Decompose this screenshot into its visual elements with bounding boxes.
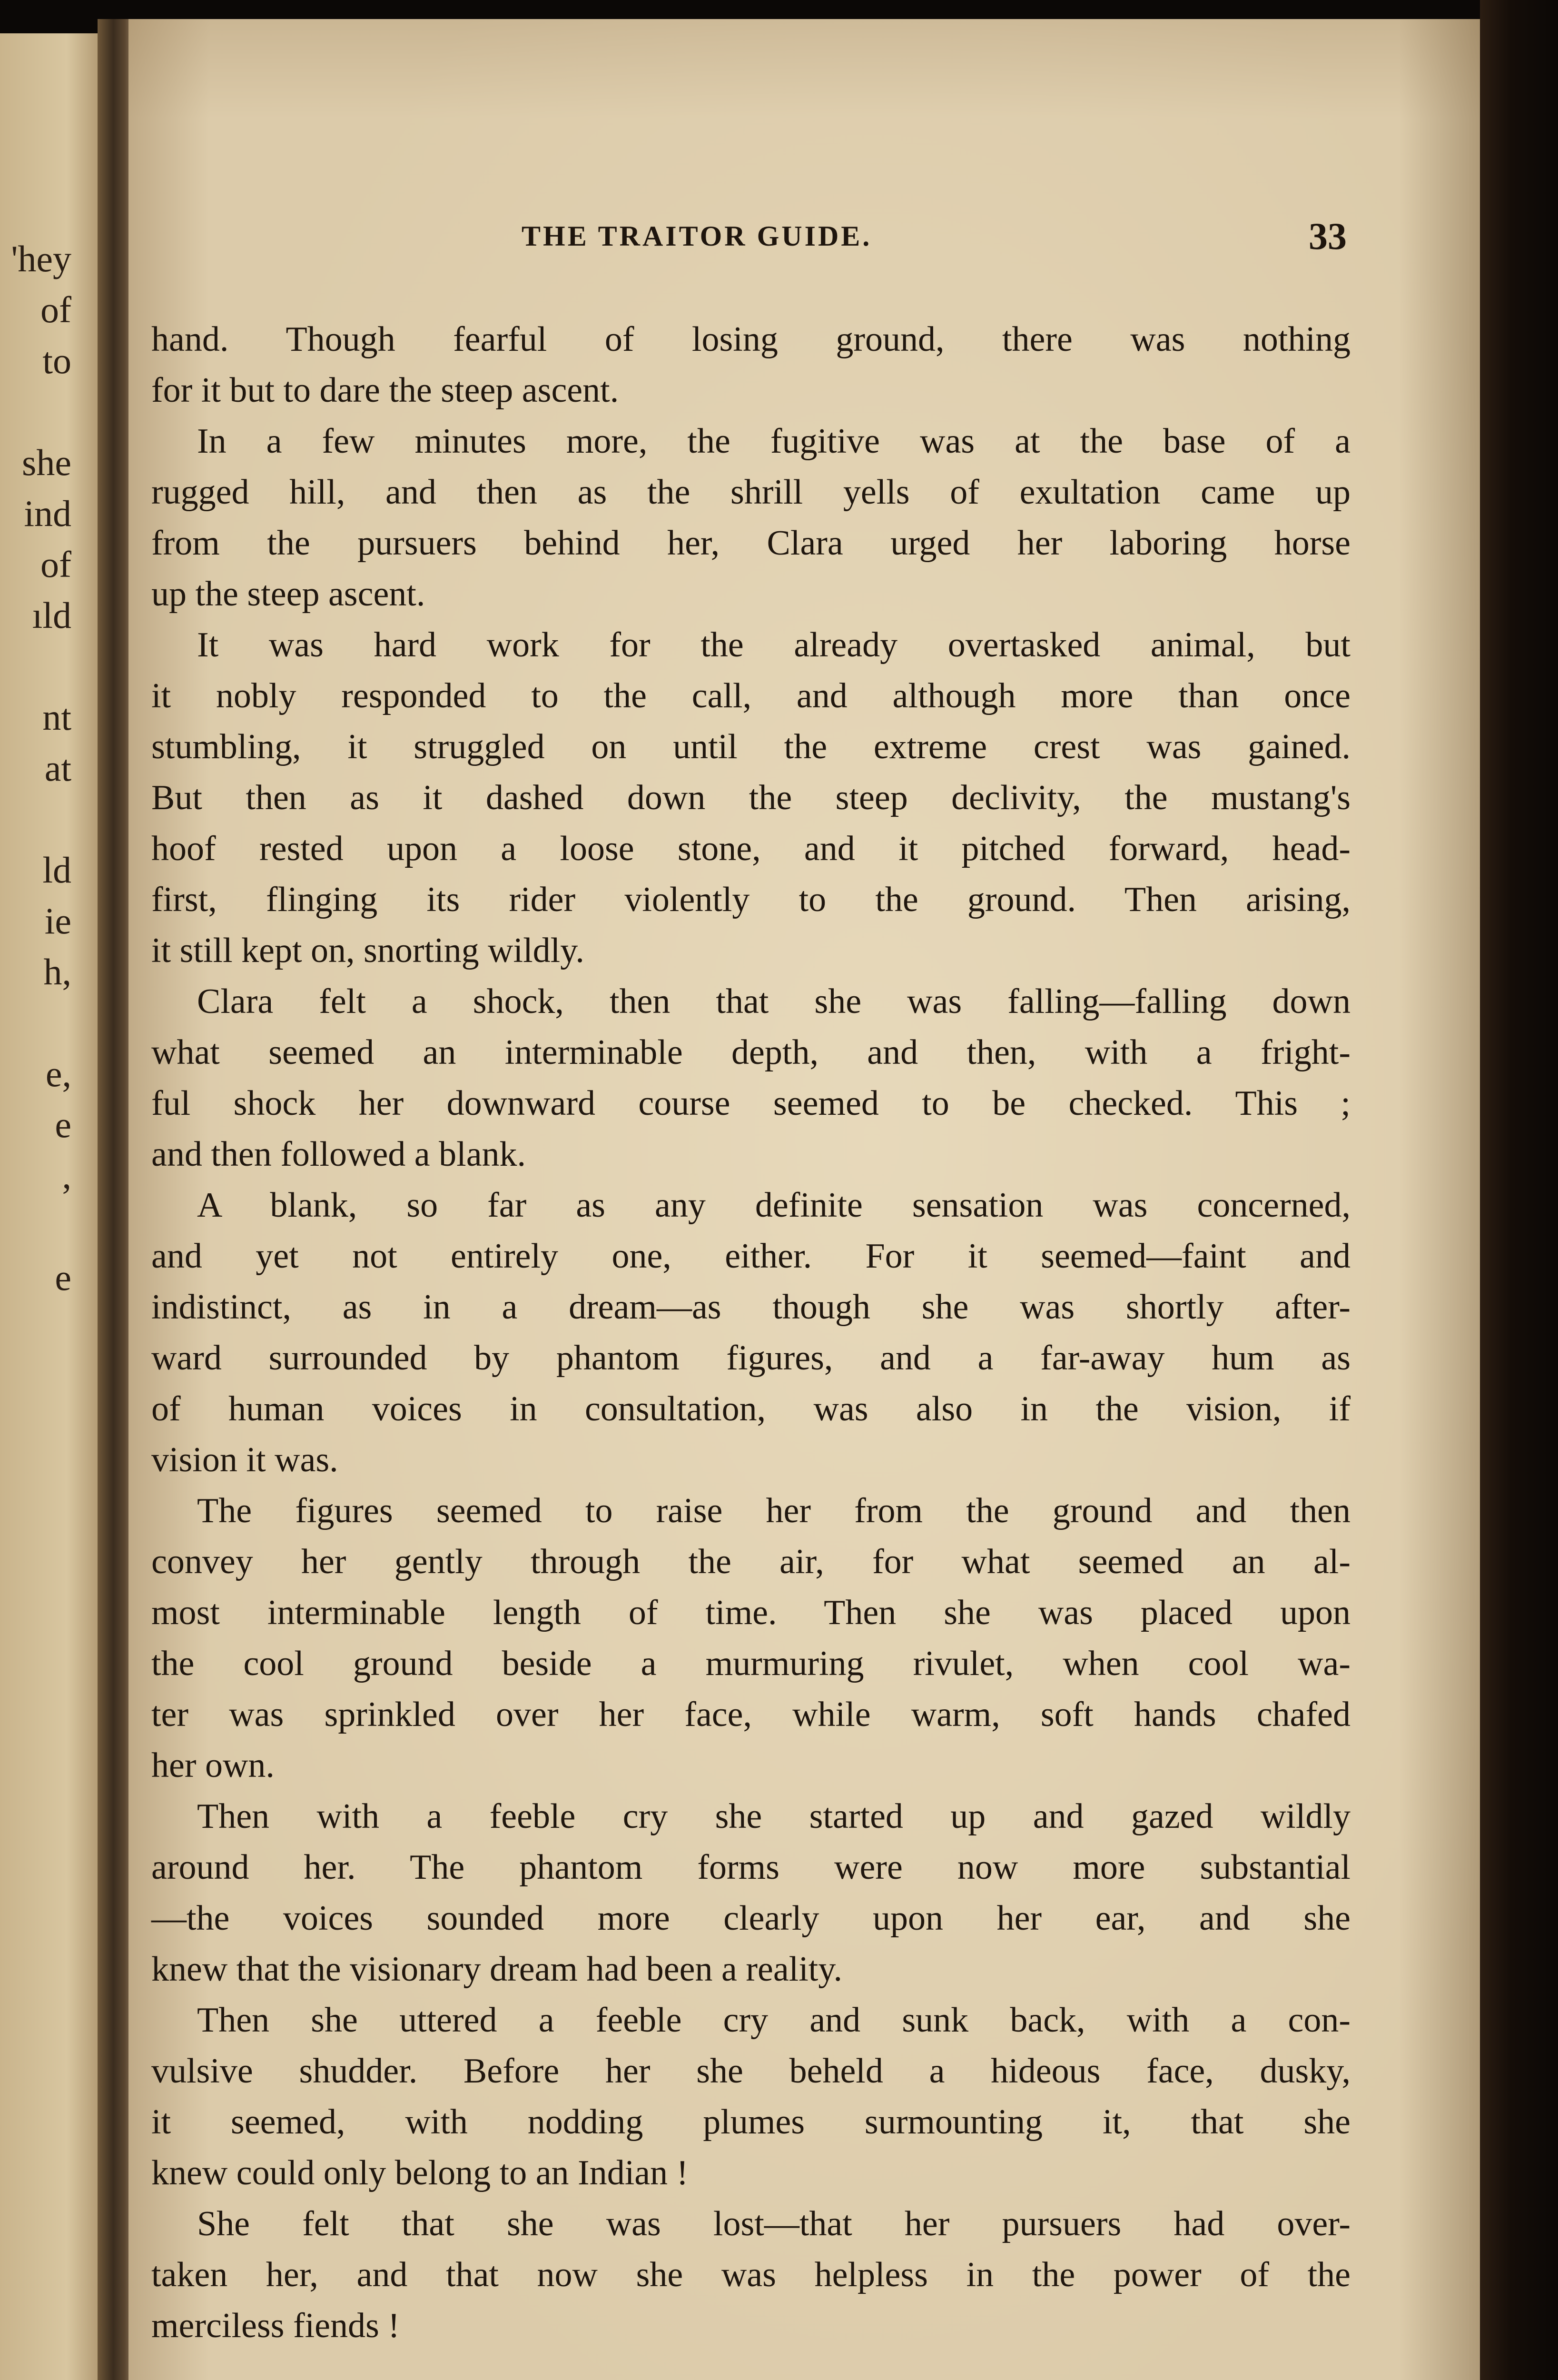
paragraph <box>151 314 1351 416</box>
text-line: of human voices in consultation, was also in the vision, if <box>151 1389 1351 1428</box>
text-line: around her. The phantom forms were now more substantial <box>151 1848 1351 1887</box>
text-line: it nobly responded to the call, and although more than once <box>151 676 1351 715</box>
fragment-line: at <box>44 747 71 789</box>
text-line: vision it was. <box>151 1440 338 1479</box>
text-line: It was hard work for the already overtasked animal, but <box>197 625 1351 664</box>
paragraph <box>151 1180 1351 1486</box>
page-number: 33 <box>1309 216 1347 258</box>
text-line: —the voices sounded more clearly upon her ear, and she <box>151 1899 1351 1938</box>
fragment-line: nt <box>42 696 71 738</box>
text-line: Then she uttered a feeble cry and sunk back, with a con- <box>197 2001 1351 2040</box>
text-line: Clara felt a shock, then that she was falling—falling down <box>197 982 1351 1021</box>
text-line: what seemed an interminable depth, and then, with a fright- <box>151 1033 1351 1072</box>
text-line: knew could only belong to an Indian ! <box>151 2153 689 2192</box>
text-line: In a few minutes more, the fugitive was at the base of a <box>197 422 1351 461</box>
fragment-line: of <box>40 289 71 330</box>
paragraph <box>151 1791 1351 1995</box>
text-line: it still kept on, snorting wildly. <box>151 931 584 970</box>
paragraph <box>151 416 1351 620</box>
fragment-line: 'hey <box>11 238 71 279</box>
text-line: merciless fiends ! <box>151 2306 400 2345</box>
fragment-spacer <box>0 997 71 1048</box>
text-line: taken her, and that now she was helpless in the power of the <box>151 2255 1351 2294</box>
text-line: and then followed a blank. <box>151 1135 526 1174</box>
fragment-line: ie <box>44 900 71 942</box>
fragment-line: she <box>22 442 71 483</box>
text-line: hand. Though fearful of losing ground, there was nothing <box>151 320 1351 359</box>
text-line: But then as it dashed down the steep declivity, the mustang's <box>151 778 1351 817</box>
fragment-line: , <box>62 1155 71 1196</box>
running-head: THE TRAITOR GUIDE. <box>522 220 872 252</box>
fragment-spacer <box>0 386 71 437</box>
fragment-line: ind <box>24 493 71 534</box>
fragment-line: to <box>42 340 71 381</box>
paragraph <box>151 2199 1351 2351</box>
paragraph <box>151 976 1351 1180</box>
fragment-line: ıld <box>32 595 71 636</box>
text-line: convey her gently through the air, for what seemed an al- <box>151 1542 1351 1581</box>
fragment-line: e, <box>45 1053 71 1094</box>
text-line: up the steep ascent. <box>151 575 425 614</box>
paragraph <box>151 620 1351 976</box>
text-line: ful shock her downward course seemed to be checked. This ; <box>151 1084 1351 1123</box>
text-line: it seemed, with nodding plumes surmounting it, that she <box>151 2102 1351 2142</box>
page-body-text <box>151 314 1351 2351</box>
previous-page-text-fragments <box>0 233 71 1303</box>
paragraph <box>151 1486 1351 1791</box>
previous-page-fragment <box>0 33 112 2380</box>
text-line: ter was sprinkled over her face, while warm, soft hands chafed <box>151 1695 1351 1734</box>
text-line: She felt that she was lost—that her pursuers had over- <box>197 2204 1351 2243</box>
text-line: from the pursuers behind her, Clara urged her laboring horse <box>151 524 1351 563</box>
fragment-spacer <box>0 641 71 692</box>
text-line: Then with a feeble cry she started up and gazed wildly <box>197 1797 1351 1836</box>
fragment-line: e <box>55 1104 71 1145</box>
text-line: hoof rested upon a loose stone, and it pitched forward, head- <box>151 829 1351 868</box>
fragment-line: h, <box>43 951 71 992</box>
fragment-line: ld <box>42 849 71 891</box>
paragraph <box>151 1995 1351 2199</box>
text-line: rugged hill, and then as the shrill yells of exultation came up <box>151 473 1351 512</box>
fragment-spacer <box>0 1201 71 1252</box>
text-line: and yet not entirely one, either. For it seemed—faint and <box>151 1237 1351 1276</box>
text-line: stumbling, it struggled on until the extreme crest was gained. <box>151 727 1351 766</box>
text-line: most interminable length of time. Then she was placed upon <box>151 1593 1351 1632</box>
text-line: for it but to dare the steep ascent. <box>151 371 619 410</box>
text-line: ward surrounded by phantom figures, and a far-away hum as <box>151 1339 1351 1378</box>
fragment-line: e <box>55 1257 71 1298</box>
text-line: indistinct, as in a dream—as though she was shortly after- <box>151 1288 1351 1327</box>
text-line: first, flinging its rider violently to the ground. Then arising, <box>151 880 1351 919</box>
fragment-spacer <box>0 793 71 844</box>
text-line: vulsive shudder. Before her she beheld a hideous face, dusky, <box>151 2052 1351 2091</box>
fragment-line: of <box>40 544 71 585</box>
scan-border <box>1480 0 1558 2380</box>
text-line: her own. <box>151 1746 275 1785</box>
text-line: The figures seemed to raise her from the ground and then <box>197 1491 1351 1530</box>
text-line: A blank, so far as any definite sensation was concerned, <box>197 1186 1351 1225</box>
text-line: the cool ground beside a murmuring rivulet, when cool wa- <box>151 1644 1351 1683</box>
text-line: knew that the visionary dream had been a reality. <box>151 1950 843 1989</box>
